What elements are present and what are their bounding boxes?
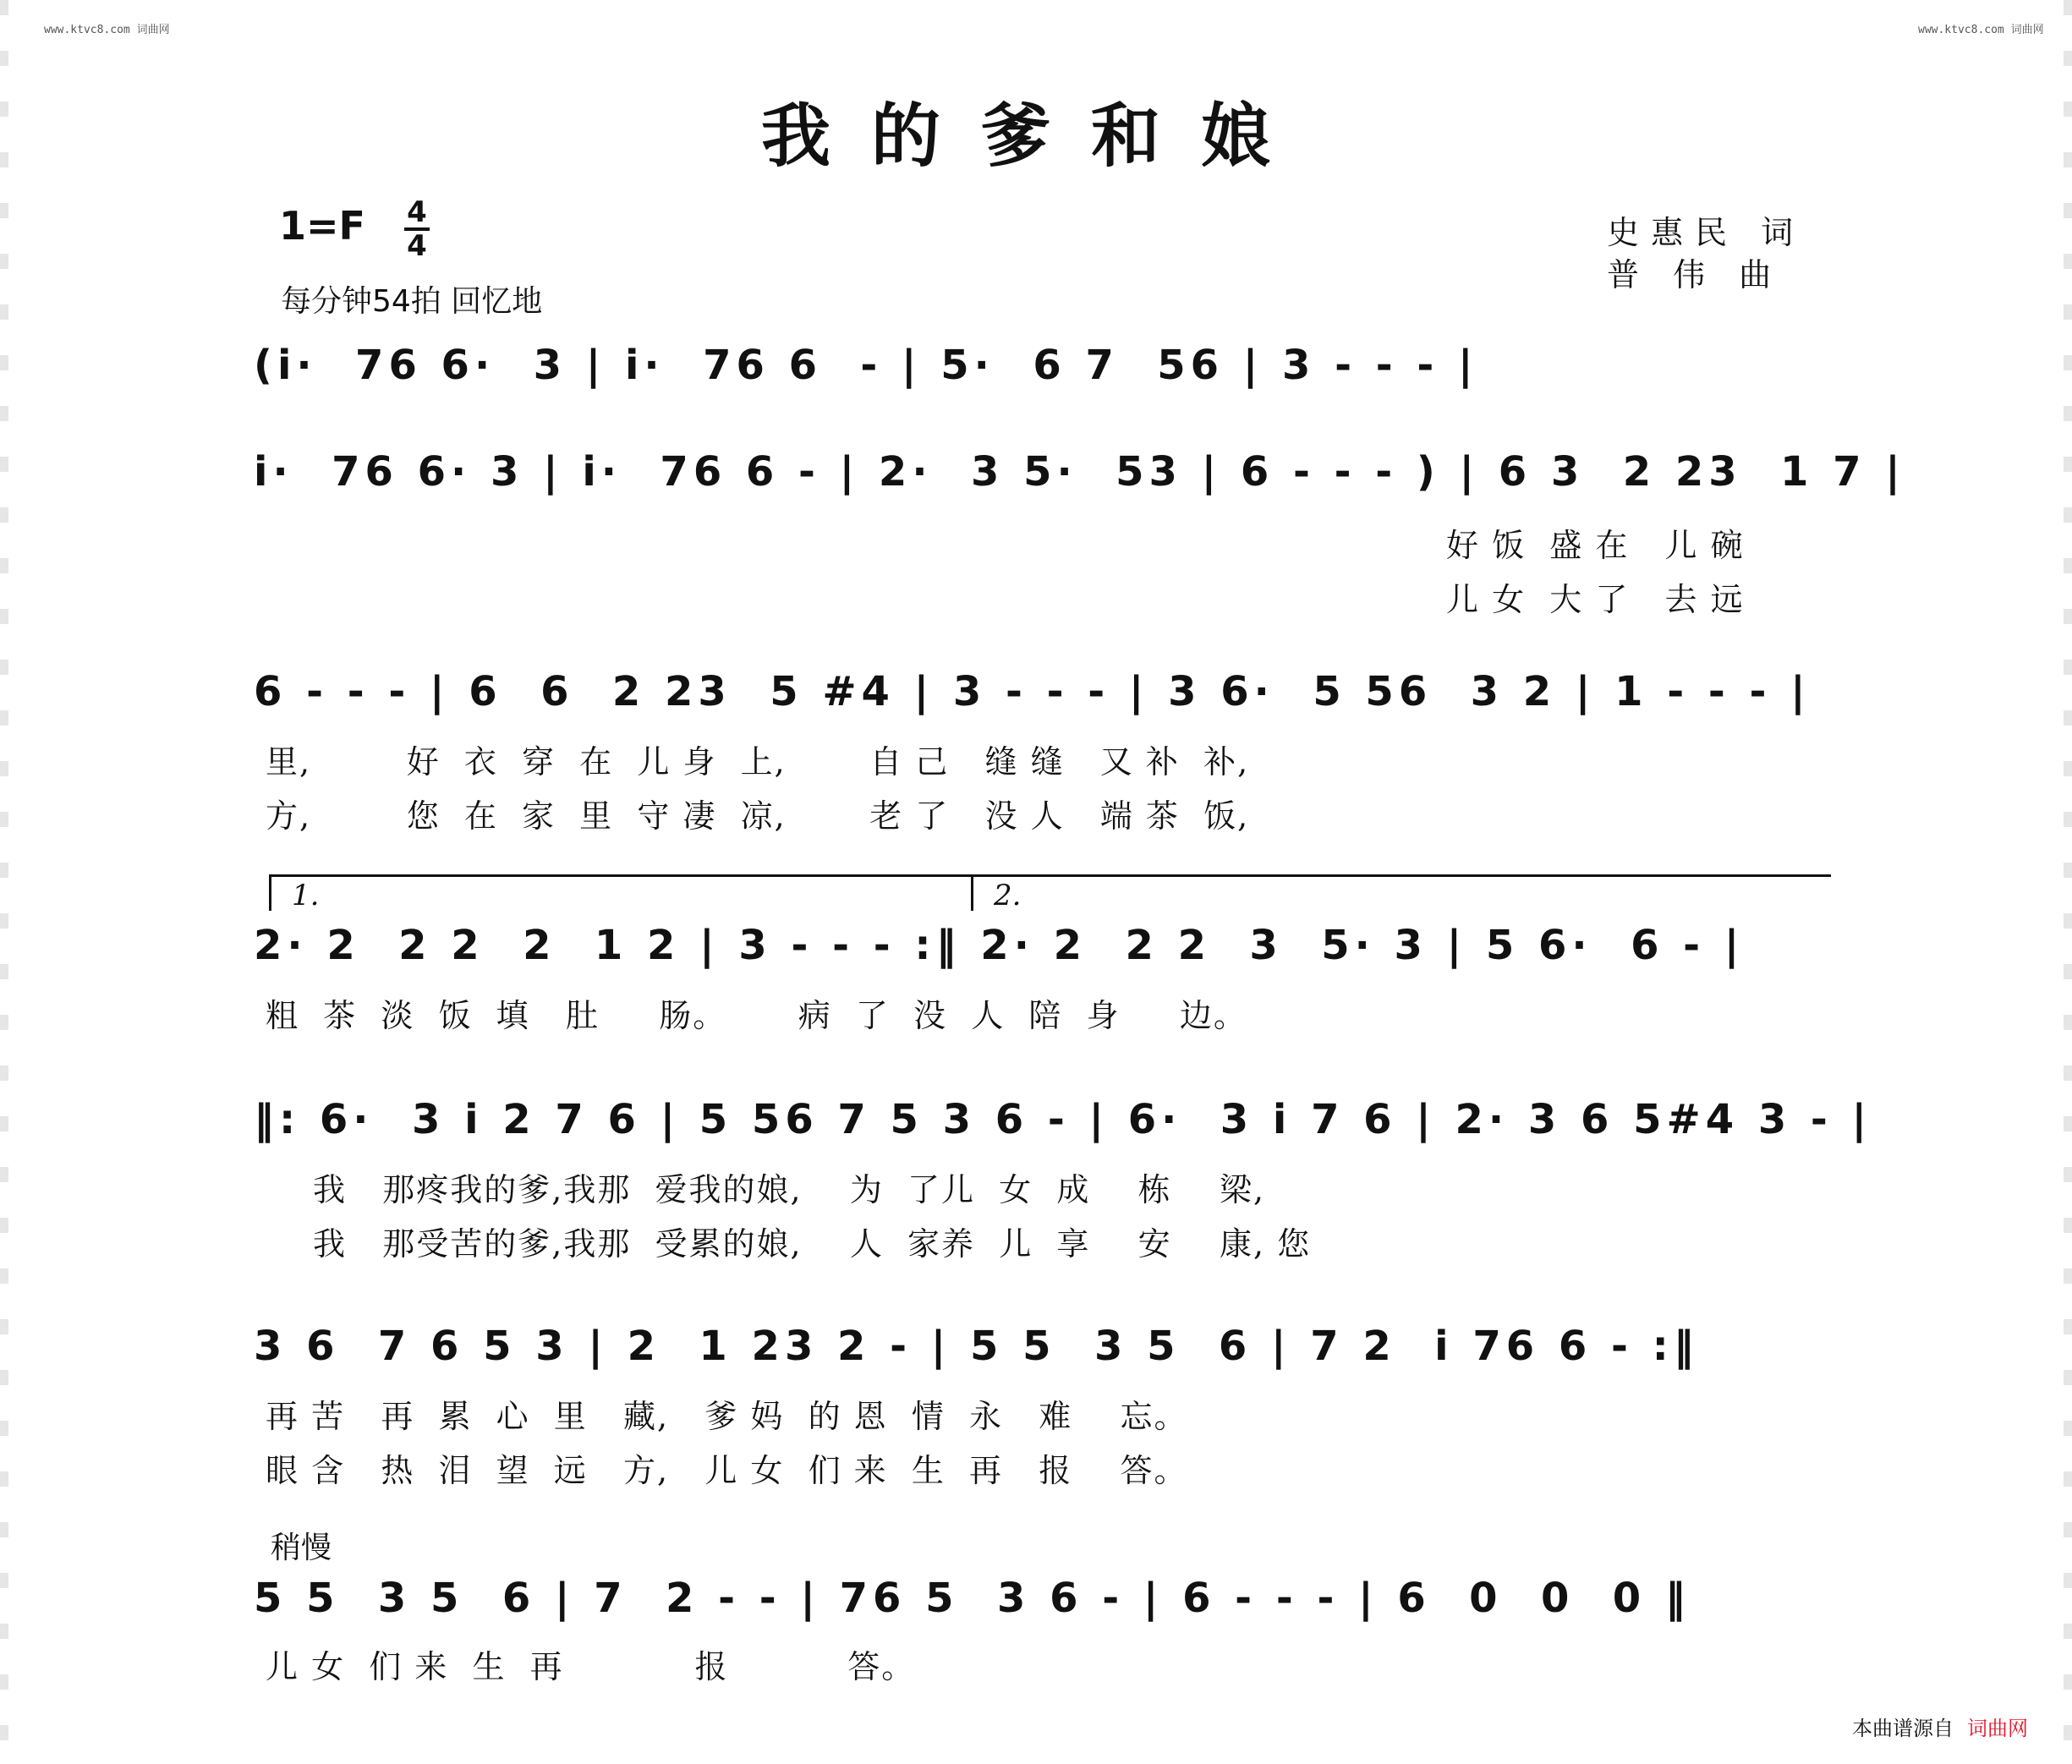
time-signature-bottom: 4 [407, 229, 427, 263]
score-row-6 [254, 1323, 1827, 1492]
lyric-verse-1: 我 那疼我的爹,我那 爱我的娘, 为 了儿 女 成 栋 梁, [313, 1171, 1266, 1208]
score-row-5 [254, 1096, 1872, 1265]
time-signature-top: 4 [407, 195, 427, 229]
score-row-4 [254, 922, 1827, 1049]
notation-line: 5 5 3 5 6 | 7 2 - - | 76 5 3 6 - | 6 - - - | 6 0 0 0 ‖ [254, 1575, 1691, 1622]
key-signature: 1=F [279, 203, 365, 249]
notation-line: ‖: 6· 3 i 2 7 6 | 5 56 7 5 3 6 - | 6· 3 i 7 6 | 2· 3 6 5#4 3 - | [254, 1096, 1872, 1143]
notation-line: 3 6 7 6 5 3 | 2 1 23 2 - | 5 5 3 5 6 | 7 2 i 76 6 - :‖ [254, 1323, 1699, 1370]
notation-line: i· 76 6· 3 | i· 76 6 - | 2· 3 5· 53 | 6 - - - ) | 6 3 2 23 1 7 | [254, 448, 1905, 496]
slow-marking: 稍慢 [271, 1531, 332, 1565]
source-label: 本曲谱源自 [1852, 1717, 1954, 1740]
score-row-7 [254, 1575, 1827, 1685]
notation-line: 6 - - - | 6 6 2 23 5 #4 | 3 - - - | 3 6· 5 56 3 2 | 1 - - - | [254, 668, 1811, 715]
lyric-verse-1: 粗 茶 淡 饭 填 肚 肠。 病 了 没 人 陪 身 边。 [266, 997, 1247, 1034]
left-edge-watermark-strip [0, 0, 8, 1764]
page-title: 我的爹和娘 [760, 96, 1311, 177]
lyric-verse-2: 我 那受苦的爹,我那 受累的娘, 人 家养 儿 享 安 康, 您 [313, 1225, 1312, 1263]
lyric-verse-1: 儿 女 们 来 生 再 报 答。 [266, 1648, 916, 1685]
time-signature [404, 195, 430, 263]
lyric-verse-2: 眼 含 热 泪 望 远 方, 儿 女 们 来 生 再 报 答。 [266, 1452, 1188, 1489]
lyric-verse-1: 里, 好 衣 穿 在 儿 身 上, 自 己 缝 缝 又 补 补, [266, 743, 1250, 781]
watermark-right: www.ktvc8.com 词曲网 [1918, 24, 2044, 36]
volta-first-ending: 1. [269, 874, 984, 911]
lyric-verse-1: 再 苦 再 累 心 里 藏, 爹 妈 的 恩 情 永 难 忘。 [266, 1398, 1188, 1435]
volta-second-ending: 2. [971, 874, 1831, 911]
tempo-marking: 每分钟54拍 回忆地 [281, 284, 543, 319]
source-credit [1852, 1712, 2028, 1741]
score-row-1 [254, 342, 1827, 401]
lyric-verse-2: 方, 您 在 家 里 守 凄 凉, 老 了 没 人 端 茶 饭, [266, 797, 1250, 835]
lyric-verse-2: 儿 女 大 了 去 远 [1446, 581, 1745, 618]
lyricist-credit: 史惠民 词 [1607, 214, 1806, 251]
watermark-left: www.ktvc8.com 词曲网 [44, 24, 170, 36]
score-row-2 [254, 448, 1905, 618]
source-site-link[interactable]: 词曲网 [1967, 1717, 2028, 1740]
right-edge-watermark-strip [2064, 0, 2072, 1764]
composer-credit: 普 伟 曲 [1607, 256, 1784, 293]
lyric-verse-1: 好 饭 盛 在 儿 碗 [1446, 527, 1745, 564]
score-row-3 [254, 668, 1827, 837]
notation-line: (i· 76 6· 3 | i· 76 6 - | 5· 6 7 56 | 3 - - - | [254, 342, 1478, 389]
notation-line: 2· 2 2 2 2 1 2 | 3 - - - :‖ 2· 2 2 2 3 5· 3 | 5 6· 6 - | [254, 922, 1745, 969]
